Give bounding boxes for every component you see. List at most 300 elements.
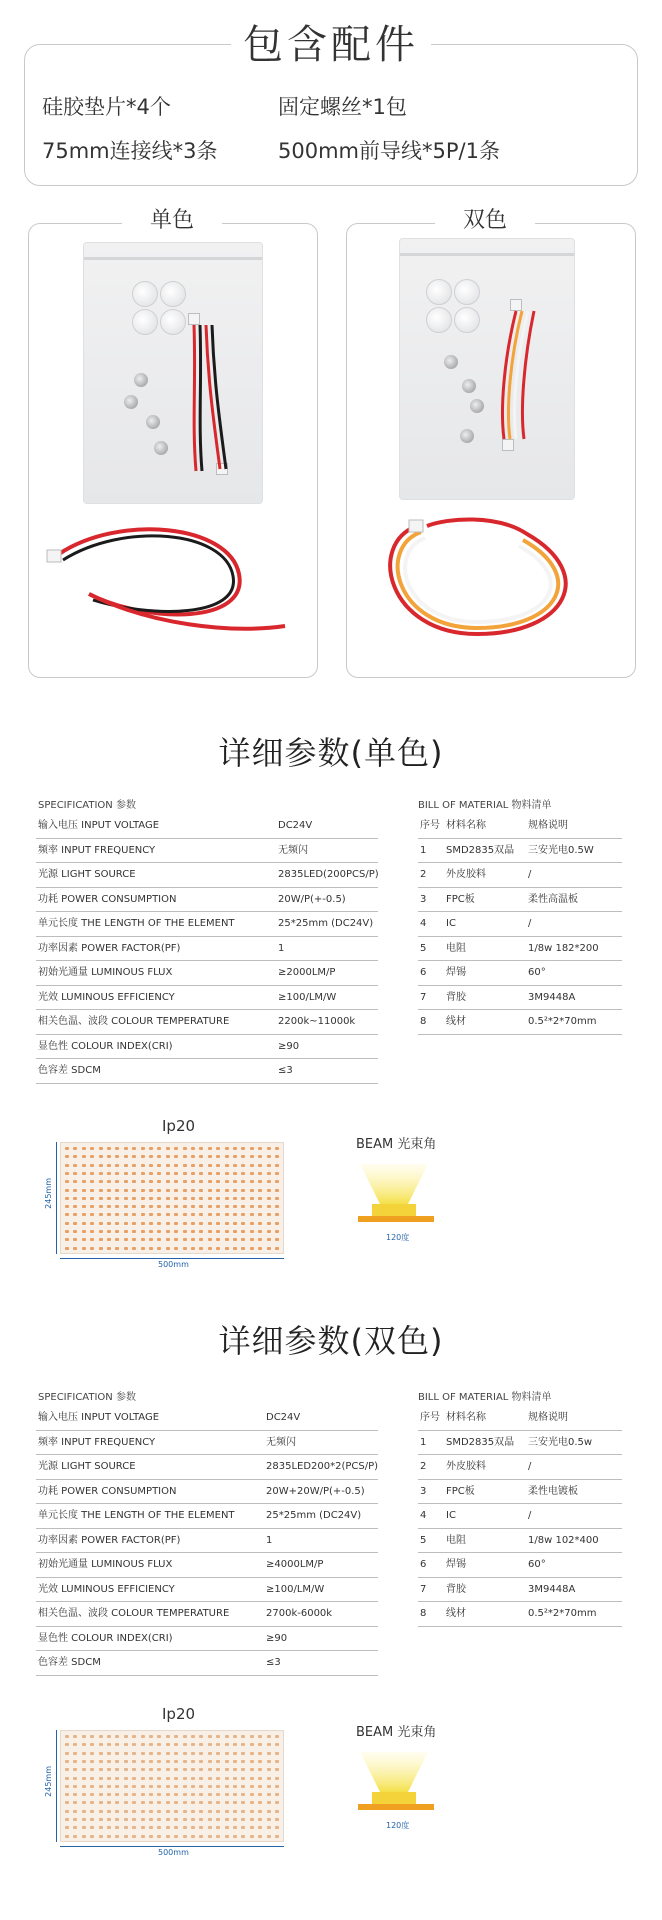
spec-value: DC24V bbox=[266, 1412, 301, 1423]
led-chip bbox=[82, 1238, 86, 1241]
led-chip bbox=[191, 1793, 195, 1796]
bom-row bbox=[418, 863, 622, 888]
led-chip bbox=[233, 1213, 237, 1216]
led-chip bbox=[166, 1172, 170, 1175]
bom-name: 外皮胶料 bbox=[446, 869, 486, 880]
led-chip bbox=[174, 1768, 178, 1771]
led-chip bbox=[107, 1768, 111, 1771]
bom-spec: 60° bbox=[528, 1559, 546, 1570]
led-chip bbox=[216, 1818, 220, 1821]
led-chip bbox=[65, 1197, 69, 1200]
led-chip bbox=[275, 1180, 279, 1183]
spec-row bbox=[36, 1431, 378, 1456]
led-chip bbox=[199, 1147, 203, 1150]
led-chip bbox=[225, 1222, 229, 1225]
led-chip bbox=[149, 1801, 153, 1804]
led-chip bbox=[149, 1760, 153, 1763]
led-chip bbox=[216, 1189, 220, 1192]
led-chip bbox=[208, 1180, 212, 1183]
led-chip bbox=[174, 1189, 178, 1192]
led-chip bbox=[216, 1180, 220, 1183]
spec-label: 初始光通量 LUMINOUS FLUX bbox=[38, 967, 173, 978]
led-chip bbox=[208, 1238, 212, 1241]
led-chip bbox=[225, 1180, 229, 1183]
led-chip bbox=[65, 1826, 69, 1829]
led-chip bbox=[141, 1238, 145, 1241]
led-chip bbox=[183, 1785, 187, 1788]
led-chip bbox=[275, 1777, 279, 1780]
led-chip bbox=[157, 1172, 161, 1175]
led-chip bbox=[267, 1230, 271, 1233]
led-chip bbox=[166, 1768, 170, 1771]
led-chip bbox=[250, 1785, 254, 1788]
led-chip bbox=[65, 1164, 69, 1167]
led-chip bbox=[258, 1213, 262, 1216]
led-chip bbox=[141, 1760, 145, 1763]
led-chip bbox=[250, 1752, 254, 1755]
width-dim: 500mm bbox=[158, 1848, 189, 1857]
bom-row bbox=[418, 888, 622, 913]
bom-row bbox=[418, 961, 622, 986]
led-chip bbox=[124, 1810, 128, 1813]
bom-row bbox=[418, 839, 622, 864]
led-chip bbox=[107, 1793, 111, 1796]
led-chip bbox=[208, 1777, 212, 1780]
led-chip bbox=[233, 1760, 237, 1763]
led-chip bbox=[157, 1238, 161, 1241]
led-chip bbox=[90, 1777, 94, 1780]
bom-spec: 3M9448A bbox=[528, 991, 576, 1003]
led-chip bbox=[233, 1230, 237, 1233]
led-chip bbox=[174, 1735, 178, 1738]
led-chip bbox=[216, 1835, 220, 1838]
bom-no: 2 bbox=[420, 1461, 427, 1472]
led-chip bbox=[267, 1164, 271, 1167]
spec-value: ≥100/LM/W bbox=[278, 991, 337, 1003]
led-chip bbox=[65, 1760, 69, 1763]
led-chip bbox=[250, 1768, 254, 1771]
led-chip bbox=[258, 1147, 262, 1150]
led-chip bbox=[191, 1197, 195, 1200]
led-chip bbox=[132, 1238, 136, 1241]
led-chip bbox=[183, 1835, 187, 1838]
led-chip bbox=[141, 1205, 145, 1208]
led-chip bbox=[132, 1752, 136, 1755]
led-chip bbox=[241, 1801, 245, 1804]
led-chip bbox=[82, 1172, 86, 1175]
led-chip bbox=[82, 1793, 86, 1796]
led-chip bbox=[124, 1752, 128, 1755]
spec-value: ≥4000LM/P bbox=[266, 1559, 324, 1570]
led-chip bbox=[183, 1801, 187, 1804]
led-chip bbox=[250, 1810, 254, 1813]
led-chip bbox=[166, 1777, 170, 1780]
led-chip bbox=[241, 1180, 245, 1183]
led-chip bbox=[65, 1818, 69, 1821]
led-chip bbox=[132, 1205, 136, 1208]
led-chip bbox=[183, 1222, 187, 1225]
led-chip bbox=[258, 1189, 262, 1192]
led-chip bbox=[115, 1735, 119, 1738]
led-chip bbox=[216, 1213, 220, 1216]
led-chip bbox=[267, 1197, 271, 1200]
led-chip bbox=[115, 1818, 119, 1821]
led-chip bbox=[132, 1230, 136, 1233]
led-chip bbox=[149, 1147, 153, 1150]
bom-no: 8 bbox=[420, 1016, 427, 1027]
led-chip bbox=[275, 1793, 279, 1796]
led-chip bbox=[166, 1155, 170, 1158]
led-chip bbox=[107, 1818, 111, 1821]
led-chip bbox=[275, 1760, 279, 1763]
led-chip bbox=[241, 1205, 245, 1208]
led-chip bbox=[82, 1818, 86, 1821]
led-chip bbox=[141, 1793, 145, 1796]
spec-label: 输入电压 INPUT VOLTAGE bbox=[38, 820, 160, 831]
bom-no: 7 bbox=[420, 991, 427, 1003]
led-chip bbox=[225, 1818, 229, 1821]
led-chip bbox=[73, 1230, 77, 1233]
led-chip bbox=[99, 1760, 103, 1763]
led-chip bbox=[115, 1164, 119, 1167]
lead-wire-image bbox=[29, 514, 319, 664]
led-chip bbox=[149, 1180, 153, 1183]
led-chip bbox=[124, 1760, 128, 1763]
led-chip bbox=[149, 1155, 153, 1158]
led-chip bbox=[82, 1826, 86, 1829]
spec-row bbox=[36, 839, 378, 864]
led-chip bbox=[141, 1777, 145, 1780]
spec-label: 频率 INPUT FREQUENCY bbox=[38, 1436, 156, 1448]
led-chip bbox=[82, 1777, 86, 1780]
led-chip bbox=[107, 1735, 111, 1738]
led-chip bbox=[141, 1247, 145, 1250]
led-chip bbox=[132, 1247, 136, 1250]
led-chip bbox=[241, 1760, 245, 1763]
led-chip bbox=[250, 1247, 254, 1250]
led-chip bbox=[157, 1785, 161, 1788]
led-chip bbox=[258, 1230, 262, 1233]
led-chip bbox=[225, 1205, 229, 1208]
led-chip bbox=[90, 1810, 94, 1813]
led-chip bbox=[141, 1172, 145, 1175]
led-chip bbox=[124, 1172, 128, 1175]
led-chip bbox=[183, 1768, 187, 1771]
led-chip bbox=[174, 1155, 178, 1158]
accessory-item: 75mm连接线*3条 bbox=[42, 139, 218, 163]
led-chip bbox=[132, 1785, 136, 1788]
led-chip bbox=[250, 1801, 254, 1804]
led-chip bbox=[208, 1205, 212, 1208]
led-chip bbox=[233, 1743, 237, 1746]
bom-name: FPC板 bbox=[446, 893, 475, 905]
led-chip bbox=[149, 1777, 153, 1780]
spec-label: 相关色温、波段 COLOUR TEMPERATURE bbox=[38, 1016, 230, 1027]
led-chip bbox=[241, 1213, 245, 1216]
led-chip bbox=[199, 1247, 203, 1250]
led-chip bbox=[82, 1735, 86, 1738]
spec-label: 相关色温、波段 COLOUR TEMPERATURE bbox=[38, 1608, 230, 1619]
led-chip bbox=[132, 1743, 136, 1746]
led-chip bbox=[267, 1172, 271, 1175]
led-chip bbox=[73, 1768, 77, 1771]
led-chip bbox=[166, 1147, 170, 1150]
led-chip bbox=[199, 1238, 203, 1241]
led-chip bbox=[65, 1155, 69, 1158]
led-chip bbox=[275, 1810, 279, 1813]
led-chip bbox=[73, 1180, 77, 1183]
bom-spec: 0.5²*2*70mm bbox=[528, 1608, 597, 1619]
led-chip bbox=[99, 1785, 103, 1788]
bom-name: 电阻 bbox=[446, 1534, 466, 1546]
led-chip bbox=[73, 1172, 77, 1175]
led-chip bbox=[99, 1768, 103, 1771]
led-chip bbox=[174, 1164, 178, 1167]
led-chip bbox=[141, 1155, 145, 1158]
led-chip bbox=[82, 1222, 86, 1225]
led-chip bbox=[191, 1801, 195, 1804]
led-chip bbox=[82, 1835, 86, 1838]
led-chip bbox=[99, 1777, 103, 1780]
led-chip bbox=[225, 1172, 229, 1175]
beam-icon bbox=[354, 1752, 438, 1814]
led-chip bbox=[115, 1205, 119, 1208]
bom-spec: / bbox=[528, 1510, 532, 1521]
section-title: 详细参数(单色) bbox=[218, 734, 444, 772]
spec-label: 单元长度 THE LENGTH OF THE ELEMENT bbox=[38, 918, 235, 929]
led-chip bbox=[99, 1155, 103, 1158]
led-chip bbox=[166, 1164, 170, 1167]
led-chip bbox=[267, 1752, 271, 1755]
led-chip bbox=[149, 1793, 153, 1796]
spec-value: 2835LED200*2(PCS/P) bbox=[266, 1461, 379, 1472]
led-chip bbox=[99, 1164, 103, 1167]
led-chip bbox=[157, 1230, 161, 1233]
led-chip bbox=[132, 1164, 136, 1167]
led-chip bbox=[258, 1801, 262, 1804]
led-chip bbox=[199, 1735, 203, 1738]
led-chip bbox=[65, 1752, 69, 1755]
bom-no: 2 bbox=[420, 869, 427, 880]
led-chip bbox=[199, 1189, 203, 1192]
led-chip bbox=[166, 1743, 170, 1746]
led-chip bbox=[225, 1835, 229, 1838]
bom-row bbox=[418, 1553, 622, 1578]
led-chip bbox=[90, 1238, 94, 1241]
led-chip bbox=[174, 1777, 178, 1780]
led-chip bbox=[166, 1197, 170, 1200]
led-chip bbox=[267, 1793, 271, 1796]
led-chip bbox=[124, 1777, 128, 1780]
led-chip bbox=[82, 1743, 86, 1746]
led-chip bbox=[267, 1213, 271, 1216]
led-chip bbox=[99, 1180, 103, 1183]
led-chip bbox=[149, 1743, 153, 1746]
led-chip bbox=[166, 1735, 170, 1738]
led-chip bbox=[124, 1197, 128, 1200]
led-chip bbox=[275, 1768, 279, 1771]
led-chip bbox=[82, 1810, 86, 1813]
led-chip bbox=[132, 1735, 136, 1738]
led-chip bbox=[241, 1768, 245, 1771]
spec-row bbox=[36, 888, 378, 913]
led-chip bbox=[174, 1205, 178, 1208]
led-chip bbox=[225, 1826, 229, 1829]
led-chip bbox=[157, 1222, 161, 1225]
led-chip bbox=[199, 1230, 203, 1233]
led-chip bbox=[166, 1247, 170, 1250]
led-chip bbox=[174, 1147, 178, 1150]
led-chip bbox=[90, 1835, 94, 1838]
led-chip bbox=[124, 1826, 128, 1829]
bom-header-row bbox=[418, 814, 622, 839]
led-chip bbox=[258, 1238, 262, 1241]
led-chip bbox=[157, 1768, 161, 1771]
led-chip bbox=[191, 1247, 195, 1250]
spec-label: 色容差 SDCM bbox=[38, 1657, 101, 1668]
led-chip bbox=[124, 1164, 128, 1167]
led-chip bbox=[115, 1155, 119, 1158]
bom-name: SMD2835双晶 bbox=[446, 1436, 515, 1448]
led-chip bbox=[233, 1247, 237, 1250]
led-chip bbox=[90, 1197, 94, 1200]
led-chip bbox=[233, 1810, 237, 1813]
bom-name: 线材 bbox=[446, 1608, 466, 1619]
led-chip bbox=[115, 1180, 119, 1183]
led-chip bbox=[149, 1222, 153, 1225]
led-chip bbox=[225, 1777, 229, 1780]
led-chip bbox=[141, 1147, 145, 1150]
bom-name: SMD2835双晶 bbox=[446, 844, 515, 856]
led-chip bbox=[73, 1735, 77, 1738]
led-chip bbox=[233, 1155, 237, 1158]
spec-value: 无频闪 bbox=[278, 844, 308, 856]
led-chip bbox=[250, 1793, 254, 1796]
bom-col-no: 序号 bbox=[420, 1412, 440, 1423]
led-chip bbox=[233, 1180, 237, 1183]
led-chip bbox=[241, 1735, 245, 1738]
led-chip bbox=[65, 1801, 69, 1804]
led-chip bbox=[157, 1835, 161, 1838]
led-chip bbox=[99, 1172, 103, 1175]
bom-no: 3 bbox=[420, 893, 427, 905]
bom-row bbox=[418, 1010, 622, 1035]
height-dim: 245mm bbox=[44, 1178, 53, 1209]
led-chip bbox=[65, 1180, 69, 1183]
bom-name: 电阻 bbox=[446, 942, 466, 954]
led-chip bbox=[216, 1205, 220, 1208]
led-chip bbox=[208, 1835, 212, 1838]
led-chip bbox=[141, 1768, 145, 1771]
led-chip bbox=[199, 1785, 203, 1788]
led-chip bbox=[250, 1777, 254, 1780]
led-chip bbox=[199, 1793, 203, 1796]
led-chip bbox=[183, 1172, 187, 1175]
led-chip bbox=[191, 1155, 195, 1158]
led-chip bbox=[258, 1818, 262, 1821]
led-chip bbox=[208, 1793, 212, 1796]
led-chip bbox=[107, 1172, 111, 1175]
led-chip bbox=[82, 1230, 86, 1233]
spec-value: 20W+20W/P(+-0.5) bbox=[266, 1485, 365, 1497]
led-chip bbox=[225, 1793, 229, 1796]
led-chip bbox=[65, 1810, 69, 1813]
led-chip bbox=[199, 1743, 203, 1746]
led-chip bbox=[233, 1205, 237, 1208]
led-chip bbox=[132, 1197, 136, 1200]
led-chip bbox=[124, 1835, 128, 1838]
led-chip bbox=[149, 1752, 153, 1755]
led-chip bbox=[132, 1768, 136, 1771]
led-chip bbox=[208, 1147, 212, 1150]
led-chip bbox=[233, 1238, 237, 1241]
led-chip bbox=[216, 1147, 220, 1150]
bom-spec: / bbox=[528, 1461, 532, 1472]
led-chip bbox=[73, 1793, 77, 1796]
led-chip bbox=[275, 1197, 279, 1200]
led-chip bbox=[132, 1777, 136, 1780]
led-chip bbox=[267, 1818, 271, 1821]
led-chip bbox=[241, 1164, 245, 1167]
bom-no: 3 bbox=[420, 1485, 427, 1497]
led-chip bbox=[149, 1247, 153, 1250]
led-chip bbox=[267, 1810, 271, 1813]
led-chip bbox=[90, 1247, 94, 1250]
led-chip bbox=[99, 1213, 103, 1216]
led-chip bbox=[199, 1777, 203, 1780]
led-chip bbox=[124, 1180, 128, 1183]
led-chip bbox=[199, 1213, 203, 1216]
led-chip bbox=[90, 1172, 94, 1175]
spec-row bbox=[36, 1602, 378, 1627]
led-chip bbox=[157, 1205, 161, 1208]
led-chip bbox=[174, 1760, 178, 1763]
led-chip bbox=[183, 1735, 187, 1738]
led-chip bbox=[267, 1205, 271, 1208]
led-chip bbox=[149, 1197, 153, 1200]
led-chip bbox=[115, 1189, 119, 1192]
led-chip bbox=[82, 1180, 86, 1183]
led-chip bbox=[65, 1743, 69, 1746]
led-chip bbox=[267, 1743, 271, 1746]
bom-no: 4 bbox=[420, 918, 427, 929]
led-chip bbox=[90, 1760, 94, 1763]
led-chip bbox=[225, 1768, 229, 1771]
led-chip bbox=[65, 1735, 69, 1738]
led-chip bbox=[124, 1247, 128, 1250]
led-chip bbox=[149, 1735, 153, 1738]
led-chip bbox=[99, 1810, 103, 1813]
led-chip bbox=[275, 1155, 279, 1158]
led-chip bbox=[258, 1247, 262, 1250]
led-chip bbox=[199, 1760, 203, 1763]
led-chip bbox=[258, 1826, 262, 1829]
led-chip bbox=[107, 1197, 111, 1200]
led-chip bbox=[149, 1213, 153, 1216]
led-chip bbox=[225, 1197, 229, 1200]
led-chip bbox=[233, 1826, 237, 1829]
led-chip bbox=[132, 1155, 136, 1158]
led-chip bbox=[267, 1238, 271, 1241]
bom-header: BILL OF MATERIAL 物料清单 bbox=[418, 800, 552, 811]
led-chip bbox=[225, 1735, 229, 1738]
led-chip bbox=[65, 1247, 69, 1250]
led-chip bbox=[275, 1735, 279, 1738]
led-chip bbox=[267, 1189, 271, 1192]
led-chip bbox=[107, 1752, 111, 1755]
led-chip bbox=[208, 1213, 212, 1216]
led-chip bbox=[132, 1835, 136, 1838]
